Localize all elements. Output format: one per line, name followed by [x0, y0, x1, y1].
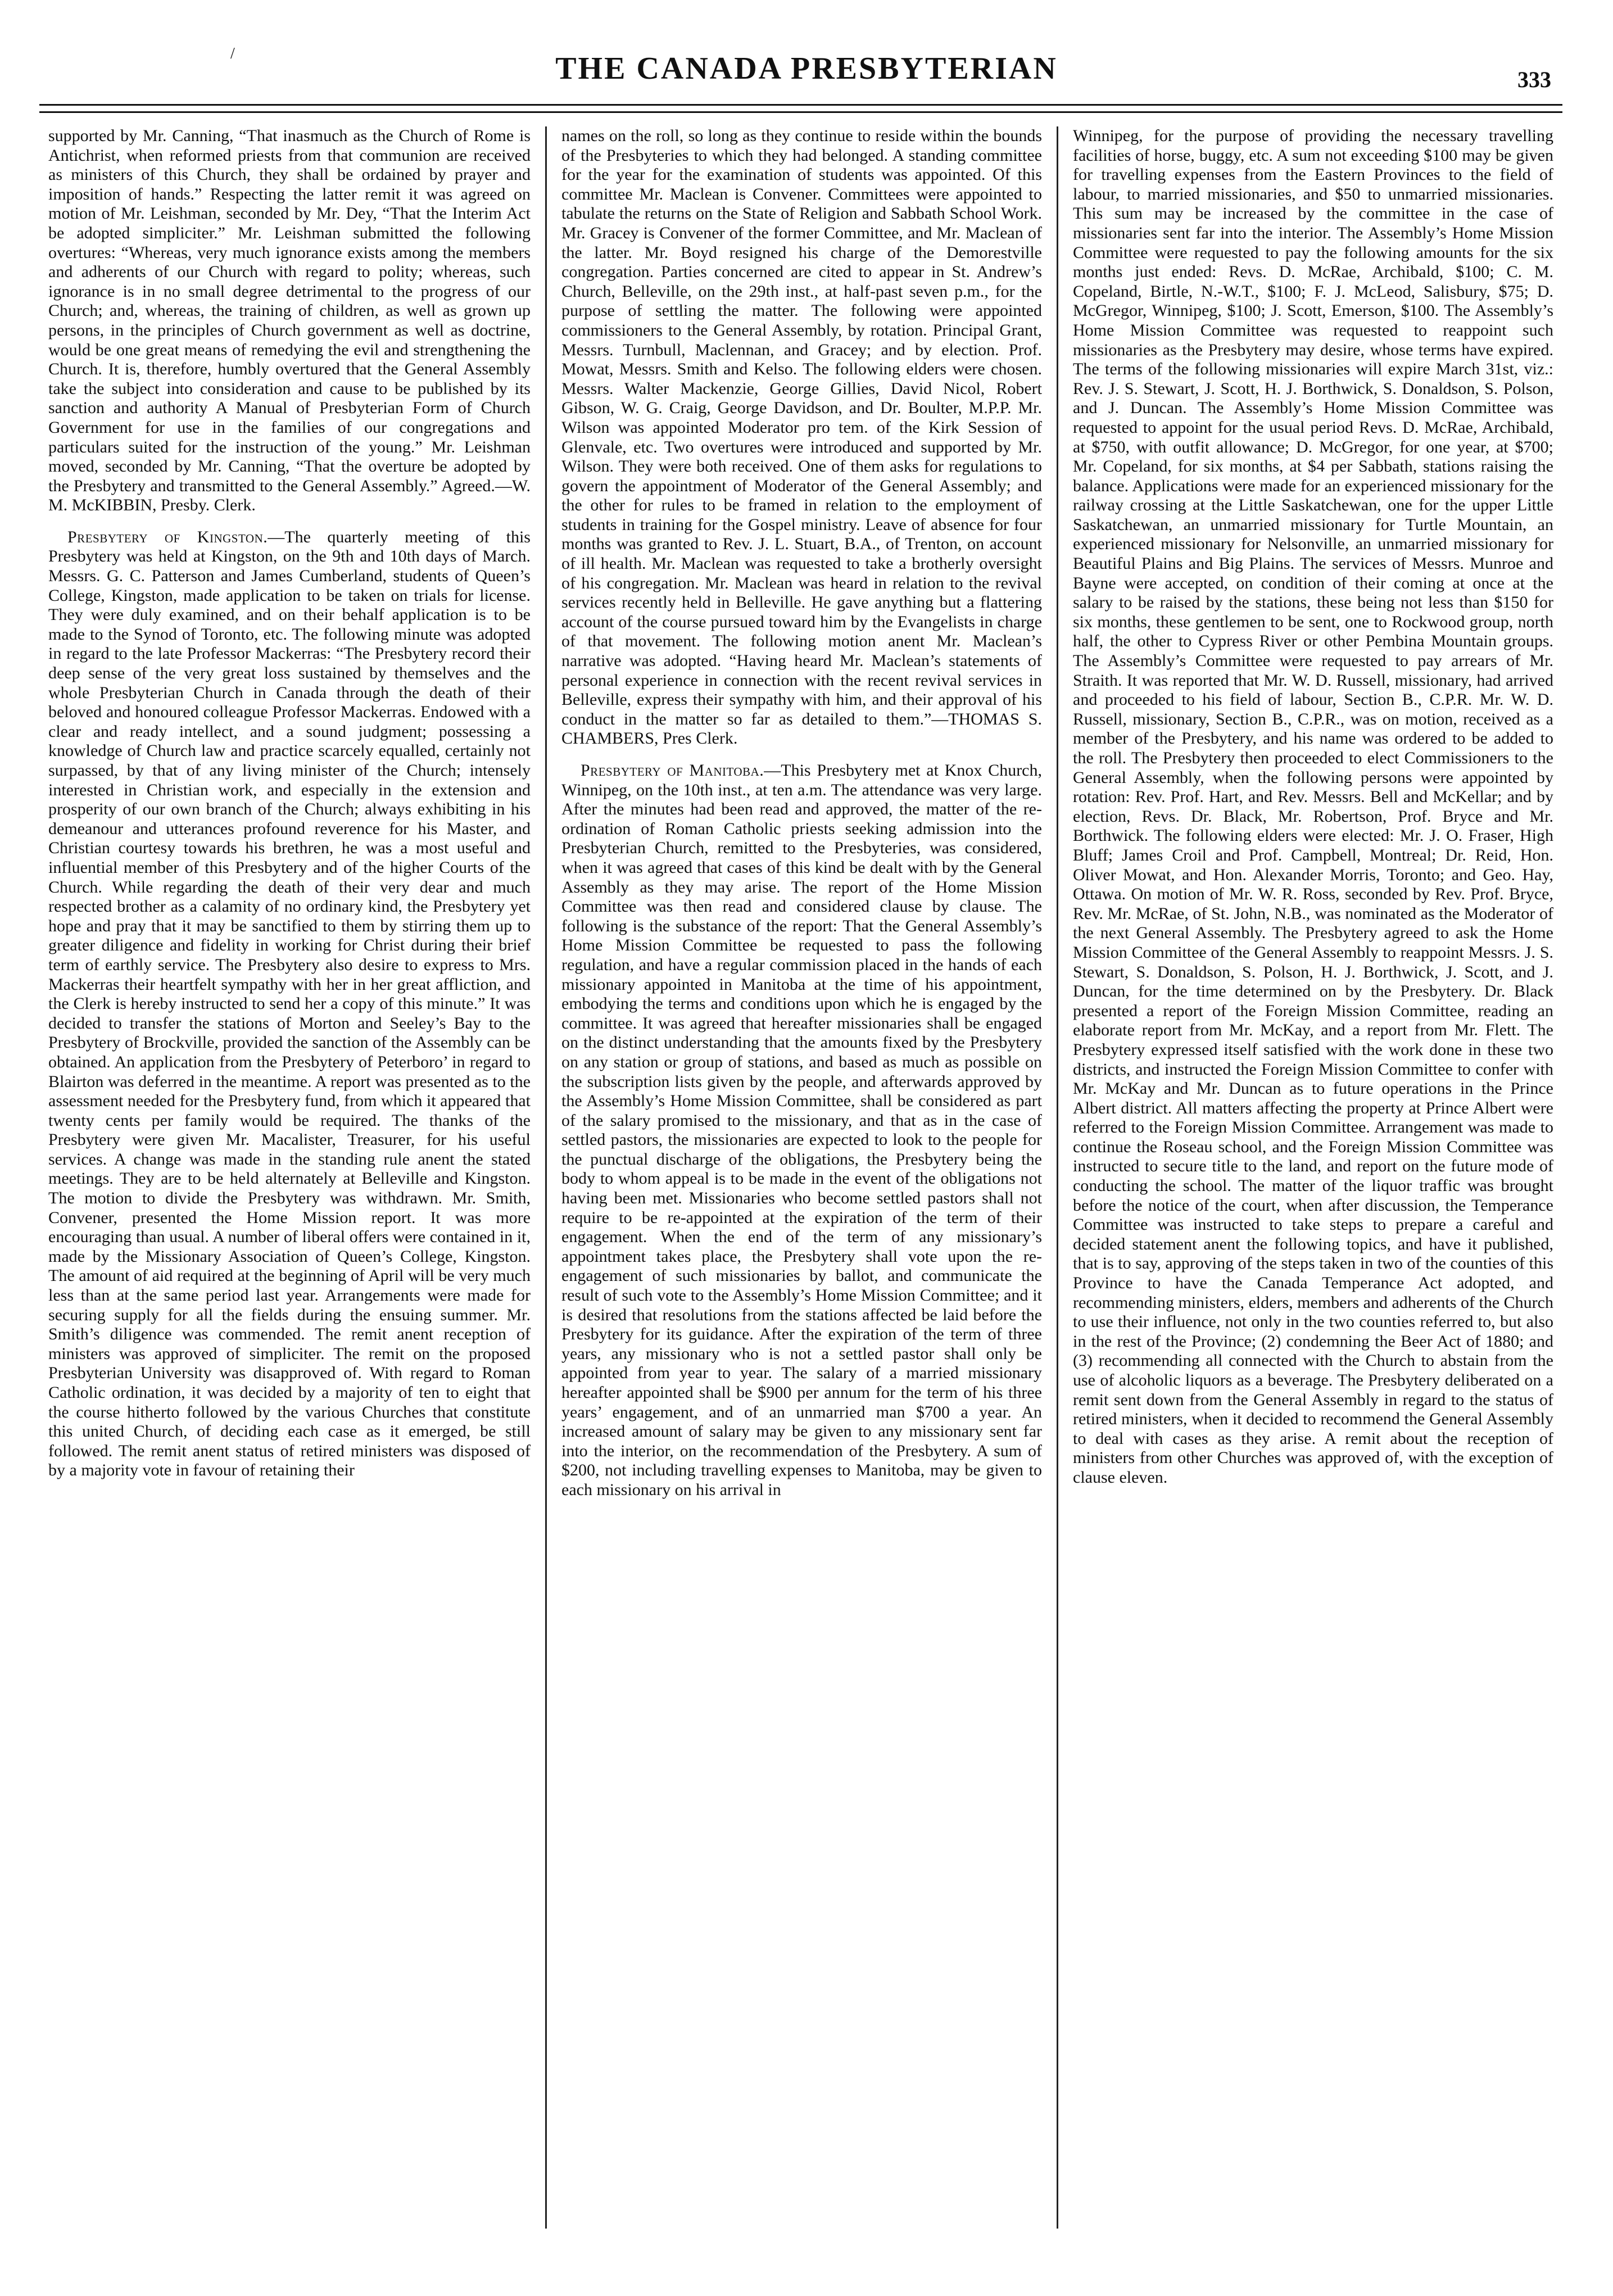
paragraph — [48, 528, 531, 1480]
page-number: 333 — [1517, 67, 1551, 92]
paragraph — [1073, 126, 1553, 1488]
margin-mark: / — [230, 45, 235, 62]
paragraph-text: supported by Mr. Canning, “That inasmuch as the Church of Rome is Antichrist, when reformed priests from that communion are received as ministers of this Church, they shall be ordained by prayer and imposition of hands.” Respecting the latter remit it was agreed on motion of Mr. Leishman, seconded by Mr. Dey, “That the Interim Act be adopted simpliciter.” Mr. Leishman submitted the following overtures: “Whereas, very much ignorance exists among the members and adherents of our Church with regard to polity; whereas, such ignorance is in no small degree detrimental to the progress of our Church; and, whereas, the training of children, as well as grown up persons, in the principles of Church government as well as doctrine, would be one great means of remedying the evil and strengthening the Church. It is, therefore, humbly overtured that the General Assembly take the subject into consideration and cause to be published by its sanction and authority A Manual of Presbyterian Form of Church Government for use in the families of our congregations and particulars suited for the instruction of the young.” Mr. Leishman moved, seconded by Mr. Canning, “That the overture be adopted by the Presbytery and transmitted to the General Assembly.” Agreed.—W. M. McKIBBIN, Presby. Clerk. — [48, 126, 531, 515]
page-header — [39, 45, 1574, 101]
section-lead: Presbytery of Kingston. — [67, 527, 268, 546]
paragraph-text: —The quarterly meeting of this Presbytery was held at Kingston, on the 9th and 10th days of March. Messrs. G. C. Patterson and James Cumberland, students of Queen’s College, Kingston, made application to be taken on trials for license. They were duly examined, and on their behalf application is to be made to the Synod of Toronto, etc. The following minute was adopted in regard to the late Professor Mackerras: “The Presbytery record their deep sense of the very great loss sustained by themselves and the whole Presbyterian Church in Canada through the death of their beloved and honoured colleague Professor Mackerras. Endowed with a clear and ready intellect, and a sound judgment; possessing a knowledge of Church law and practice scarcely equalled, certainly not surpassed, by that of any living minister of the Church; intensely interested in Christian work, and especially in the extension and prosperity of our own branch of the Church; always exhibiting in his demeanour and utterances profound reverence for his Master, and Christian courtesy towards his brethren, he was a most useful and influential member of this Presbytery and of the higher Courts of the Church. While regarding the death of their very dear and much respected brother as a calamity of no ordinary kind, the Presbytery yet hope and pray that it may be sanctified to them by stirring them up to greater diligence and fidelity in working for Christ during their brief term of earthly service. The Presbytery also desire to express to Mrs. Mackerras their heartfelt sympathy with her in her great affliction, and the Clerk is hereby instructed to send her a copy of this minute.” It was decided to transfer the stations of Morton and Seeley’s Bay to the Presbytery of Brockville, provided the sanction of the Assembly can be obtained. An application from the Presbytery of Peterboro’ in regard to Blairton was deferred in the meantime. A report was presented as to the assessment needed for the Presbytery fund, from which it appeared that twenty cents per family would be required. The thanks of the Presbytery were given Mr. Macalister, Treasurer, for his useful services. A change was made in the standing rule anent the stated meetings. They are to be held alternately at Belleville and Kingston. The motion to divide the Presbytery was withdrawn. Mr. Smith, Convener, presented the Home Mission report. It was more encouraging than usual. A number of liberal offers were contained in it, made by the Missionary Association of Queen’s College, Kingston. The amount of aid required at the beginning of April will be very much less than at the same period last year. Arrangements were made for securing supply for all the fields during the ensuing summer. Mr. Smith’s diligence was commended. The remit anent reception of ministers was approved of simpliciter. The remit on the proposed Presbyterian University was disapproved of. With regard to Roman Catholic ordination, it was decided by a majority of ten to eight that the course hitherto followed by the various Churches that constitute this united Church, of deciding each case as it emerged, be still followed. The remit anent status of retired ministers was disposed of by a majority vote in favour of retaining their — [48, 527, 531, 1480]
text-columns — [34, 126, 1568, 2229]
paragraph — [48, 126, 531, 515]
paragraph — [561, 126, 1042, 749]
header-double-rule — [39, 104, 1562, 113]
column-middle — [545, 126, 1057, 2229]
paragraph — [561, 761, 1042, 1500]
paragraph-text: Winnipeg, for the purpose of providing the necessary travelling facilities of horse, buggy, etc. A sum not exceeding $100 may be given for travelling expenses from the Eastern Provinces to the field of labour, to married missionaries, and $50 to unmarried missionaries. This sum may be increased by the committee in the case of missionaries sent far into the interior. The Assembly’s Home Mission Committee were requested to pay the following amounts for the six months just ended: Revs. D. McRae, Archibald, $100; C. M. Copeland, Birtle, N.-W.T., $100; F. J. McLeod, Salisbury, $75; D. McGregor, Winnipeg, $100; J. Scott, Emerson, $100. The Assembly’s Home Mission Committee was requested to reappoint such missionaries as the Presbytery may desire, whose terms have expired. The terms of the following missionaries will expire March 31st, viz.: Rev. J. S. Stewart, J. Scott, H. J. Borthwick, S. Donaldson, S. Polson, and J. Duncan. The Assembly’s Home Mission Committee was requested to appoint for the usual period Revs. D. McRae, Archibald, at $750, with outfit allowance; D. McGregor, for one year, at $700; Mr. Copeland, for six months, at $4 per Sabbath, stations raising the balance. Applications were made for an experienced missionary for the railway crossing at the Little Saskatchewan, one for the upper Little Saskatchewan, an unmarried missionary for Turtle Mountain, an experienced missionary for Nelsonville, an unmarried missionary for Beautiful Plains and Big Plains. The services of Messrs. Munroe and Bayne were accepted, on condition of their coming at once at the salary to be raised by the stations, these being not less than $150 for six months, these gentlemen to be sent, one to Rockwood group, north half, the other to Cypress River or other Pembina Mountain groups. The Assembly’s Committee were requested to pay arrears of Mr. Straith. It was reported that Mr. W. D. Russell, missionary, had arrived and proceeded to his field of labour, Section B., C.P.R. Mr. W. D. Russell, missionary, Section B., C.P.R., was on motion, received as a member of the Presbytery, and his name was ordered to be added to the roll. The Presbytery then proceeded to elect Commissioners to the General Assembly, when the following persons were appointed by rotation: Rev. Prof. Hart, and Rev. Messrs. Bell and McKellar; and by election, Revs. Dr. Black, Mr. Robertson, Prof. Bryce and Mr. Borthwick. The following elders were elected: Mr. J. O. Fraser, High Bluff; James Croil and Prof. Campbell, Montreal; Dr. Reid, Hon. Oliver Mowat, and Hon. Alexander Morris, Toronto; and Geo. Hay, Ottawa. On motion of Mr. W. R. Ross, seconded by Rev. Prof. Bryce, Rev. Mr. McRae, of St. John, N.B., was nominated as the Moderator of the next General Assembly. The Presbytery agreed to ask the Home Mission Committee of the General Assembly to reappoint Messrs. J. S. Stewart, S. Donaldson, S. Polson, H. J. Borthwick, J. Scott, and J. Duncan, for the time determined on by the Presbytery. Dr. Black presented a report of the Foreign Mission Committee, reading an elaborate report from Mr. McKay, and a report from Mr. Flett. The Presbytery expressed itself satisfied with the work done in these two districts, and instructed the Foreign Mission Committee to confer with Mr. McKay and Mr. Duncan as to future operations in the Prince Albert district. All matters affecting the property at Prince Albert were referred to the Foreign Mission Committee. Arrangement was made to continue the Roseau school, and the Foreign Mission Committee was instructed to secure title to the land, and report on the future mode of conducting the school. The matter of the liquor traffic was brought before the notice of the court, when after discussion, the Temperance Committee was instructed to take steps to prepare a careful and decided statement anent the following topics, and have it published, that is to say, approving of the steps taken in two of the counties of this Province to have the Canada Temperance Act adopted, and recommending ministers, elders, members and adherents of the Church to use their influence, not only in the two counties referred to, but also in the rest of the Province; (2) condemning the Beer Act of 1880; and (3) recommending all connected with the Church to abstain from the use of alcoholic liquors as a beverage. The Presbytery deliberated on a remit sent down from the General Assembly in regard to the status of retired ministers, when it decided to recommend the General Assembly to deal with cases as they arise. A remit about the reception of ministers from other Churches was approved of, with the exception of clause eleven. — [1073, 126, 1553, 1487]
column-left — [34, 126, 545, 2229]
paragraph-text: —This Presbytery met at Knox Church, Winnipeg, on the 10th inst., at ten a.m. The attendance was very large. After the minutes had been read and approved, the matter of the re-ordination of Roman Catholic priests seeking admission into the Presbyterian Church, remitted to the Presbyteries, was considered, when it was agreed that cases of this kind be dealt with by the General Assembly as they may arise. The report of the Home Mission Committee was then read and considered clause by clause. The following is the substance of the report: That the General Assembly’s Home Mission Committee be requested to pass the following regulation, and have a regular commission placed in the hands of each missionary appointed in Manitoba at the time of his appointment, embodying the terms and conditions upon which he is engaged by the committee. It was agreed that hereafter missionaries shall be engaged on the distinct understanding that the amounts fixed by the Presbytery on any station or group of stations, and based as much as possible on the subscription lists given by the people, and afterwards approved by the Assembly’s Home Mission Committee, shall be considered as part of the salary promised to the missionary, and that as in the case of settled pastors, the missionaries are expected to look to the people for the punctual discharge of the obligations, the Presbytery being the body to whom appeal is to be made in the event of the obligations not having been met. Missionaries who become settled pastors shall not require to be re-appointed at the expiration of the term of their engagement. When the end of the term of any missionary’s appointment takes place, the Presbytery shall vote upon the re-engagement of such missionaries by ballot, and communicate the result of such vote to the Assembly’s Home Mission Committee; and it is desired that resolutions from the stations affected be laid before the Presbytery for its guidance. After the expiration of the term of three years, any missionary who is not a settled pastor shall only be appointed from year to year. The salary of a married missionary hereafter appointed shall be $900 per annum for the term of his three years’ engagement, and of an unmarried man $700 a year. An increased amount of salary may be given to any missionary sent far into the interior, on the recommendation of the Presbytery. A sum of $200, not including travelling expenses to Manitoba, may be given to each missionary on his arrival in — [561, 761, 1042, 1499]
paragraph-text: names on the roll, so long as they continue to reside within the bounds of the Presbyteries to which they had belonged. A standing committee for the year for the examination of students was appointed. Of this committee Mr. Maclean is Convener. Committees were appointed to tabulate the returns on the State of Religion and Sabbath School Work. Mr. Gracey is Convener of the former Committee, and Mr. Maclean of the latter. Mr. Boyd resigned his charge of the Demorestville congregation. Parties concerned are cited to appear in St. Andrew’s Church, Belleville, on the 29th inst., at half-past seven p.m., for the purpose of settling the matter. The following were appointed commissioners to the General Assembly, by rotation. Principal Grant, Messrs. Turnbull, Maclennan, and Gracey; and by election. Prof. Mowat, Messrs. Smith and Kelso. The following elders were chosen. Messrs. Walter Mackenzie, George Gillies, David Nicol, Robert Gibson, W. G. Craig, George Davidson, and Dr. Boulter, M.P.P. Mr. Wilson was appointed Moderator pro tem. of the Kirk Session of Glenvale, etc. Two overtures were introduced and supported by Mr. Wilson. They were both received. One of them asks for regulations to govern the appointment of Moderator of the General Assembly; and the other for rules to be framed in relation to the employment of students in training for the Gospel ministry. Leave of absence for four months was granted to Rev. J. L. Stuart, B.A., of Trenton, on account of ill health. Mr. Maclean was requested to take a brotherly oversight of his congregation. Mr. Maclean was heard in relation to the revival services recently held in Belleville. He gave anything but a flattering account of the course pursued toward him by the Evangelists in charge of that movement. The following motion anent Mr. Maclean’s narrative was adopted. “Having heard Mr. Maclean’s statements of personal experience in connection with the recent revival services in Belleville, express their sympathy with him, and their approval of his conduct in the matter so far as detailed to them.”—THOMAS S. CHAMBERS, Pres Clerk. — [561, 126, 1042, 748]
section-lead: Presbytery of Manitoba. — [581, 761, 764, 780]
publication-title: THE CANADA PRESBYTERIAN — [555, 51, 1058, 86]
column-right — [1057, 126, 1568, 2229]
